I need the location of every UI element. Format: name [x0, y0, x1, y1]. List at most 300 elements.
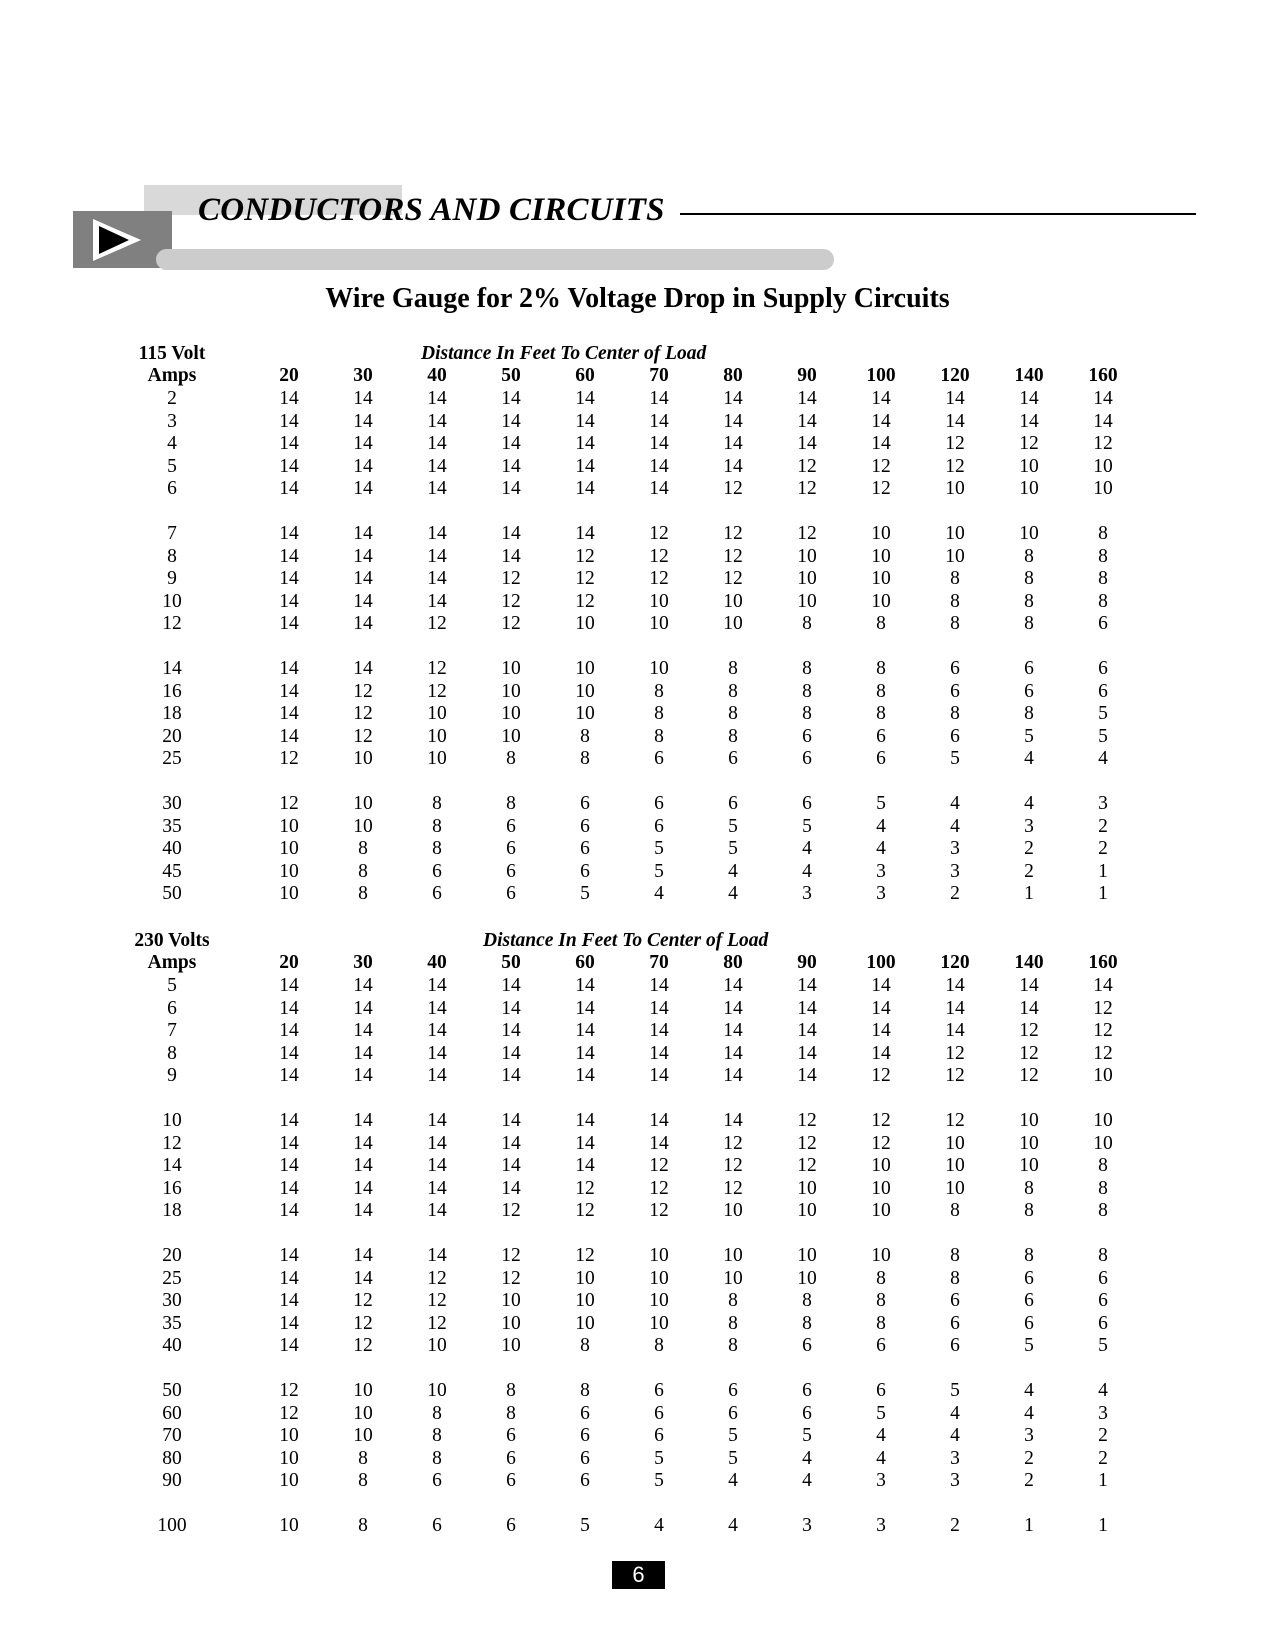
gauge-cell: 14 [427, 455, 447, 477]
gauge-cell: 5 [728, 1447, 738, 1469]
gauge-cell: 12 [575, 1177, 595, 1199]
gauge-cell: 10 [723, 1245, 743, 1266]
gauge-cell: 6 [802, 1380, 812, 1401]
table-row [0, 997, 1275, 1020]
gauge-cell: 6 [950, 1335, 960, 1357]
gauge-cell: 14 [427, 1177, 447, 1199]
gauge-cell: 6 [580, 1447, 590, 1469]
table-row [0, 455, 1275, 478]
gauge-cell: 14 [649, 410, 669, 432]
gauge-cell: 14 [575, 478, 595, 500]
amps-cell: 25 [162, 748, 182, 770]
gauge-cell: 3 [876, 1515, 886, 1536]
gauge-cell: 14 [279, 568, 299, 590]
gauge-cell: 14 [353, 478, 373, 500]
table-row [0, 974, 1275, 997]
gauge-cell: 14 [427, 410, 447, 432]
gauge-cell: 8 [876, 680, 886, 702]
gauge-cell: 12 [723, 478, 743, 500]
gauge-cell: 14 [501, 523, 521, 544]
gauge-cell: 10 [871, 1177, 891, 1199]
gauge-cell: 12 [353, 1312, 373, 1334]
gauge-cell: 12 [797, 1110, 817, 1131]
gauge-cell: 14 [797, 975, 817, 996]
gauge-cell: 10 [427, 1335, 447, 1357]
gauge-cell: 8 [728, 658, 738, 679]
amps-cell: 5 [167, 455, 177, 477]
header-bar [156, 249, 834, 270]
gauge-cell: 14 [575, 410, 595, 432]
gauge-cell: 14 [797, 1042, 817, 1064]
gauge-cell: 6 [580, 1470, 590, 1492]
table-row [0, 1469, 1275, 1492]
gauge-cell: 14 [871, 410, 891, 432]
gauge-cell: 14 [427, 997, 447, 1019]
gauge-cell: 6 [1024, 680, 1034, 702]
gauge-cell: 14 [353, 455, 373, 477]
gauge-cell: 14 [575, 455, 595, 477]
gauge-cell: 12 [279, 1402, 299, 1424]
gauge-cell: 8 [1098, 545, 1108, 567]
gauge-cell: 6 [950, 658, 960, 679]
table-row [0, 1199, 1275, 1222]
gauge-cell: 6 [506, 883, 516, 905]
table-row [0, 1019, 1275, 1042]
gauge-cell: 10 [945, 478, 965, 500]
gauge-cell: 14 [1093, 410, 1113, 432]
gauge-cell: 5 [876, 793, 886, 814]
gauge-cell: 1 [1024, 1515, 1034, 1536]
gauge-cell: 10 [353, 815, 373, 837]
amps-cell: 6 [167, 478, 177, 500]
gauge-cell: 8 [432, 838, 442, 860]
gauge-cell: 12 [1093, 997, 1113, 1019]
gauge-cell: 3 [1098, 793, 1108, 814]
gauge-cell: 3 [802, 883, 812, 905]
gauge-cell: 8 [506, 1402, 516, 1424]
gauge-cell: 5 [580, 1515, 590, 1536]
gauge-cell: 2 [950, 883, 960, 905]
gauge-cell: 12 [1093, 1042, 1113, 1064]
gauge-cell: 8 [580, 1335, 590, 1357]
gauge-cell: 14 [649, 388, 669, 409]
gauge-cell: 12 [427, 1290, 447, 1312]
gauge-cell: 14 [649, 455, 669, 477]
gauge-cell: 14 [279, 545, 299, 567]
gauge-cell: 2 [950, 1515, 960, 1536]
gauge-cell: 14 [353, 1177, 373, 1199]
gauge-cell: 6 [506, 860, 516, 882]
gauge-cell: 10 [723, 1200, 743, 1222]
gauge-cell: 12 [945, 433, 965, 455]
amps-cell: 18 [162, 1200, 182, 1222]
gauge-cell: 10 [649, 1267, 669, 1289]
gauge-cell: 8 [728, 703, 738, 725]
table-row [0, 567, 1275, 590]
gauge-cell: 4 [950, 1402, 960, 1424]
gauge-cell: 5 [950, 748, 960, 770]
amps-cell: 40 [162, 1335, 182, 1357]
gauge-cell: 12 [649, 1155, 669, 1177]
gauge-cell: 14 [279, 433, 299, 455]
gauge-cell: 4 [1024, 1380, 1034, 1401]
amps-cell: 6 [167, 997, 177, 1019]
distance-header: 60 [575, 365, 595, 386]
gauge-cell: 4 [728, 1515, 738, 1536]
gauge-cell: 12 [501, 613, 521, 635]
gauge-cell: 12 [427, 613, 447, 635]
gauge-cell: 14 [353, 1042, 373, 1064]
gauge-cell: 10 [501, 680, 521, 702]
gauge-cell: 4 [1024, 748, 1034, 770]
gauge-cell: 4 [876, 838, 886, 860]
table-row [0, 792, 1275, 815]
gauge-cell: 12 [649, 545, 669, 567]
gauge-cell: 14 [1093, 388, 1113, 409]
gauge-cell: 6 [1098, 1290, 1108, 1312]
gauge-cell: 12 [945, 1110, 965, 1131]
gauge-cell: 12 [723, 545, 743, 567]
gauge-cell: 8 [432, 1402, 442, 1424]
gauge-cell: 14 [945, 410, 965, 432]
gauge-cell: 10 [871, 523, 891, 544]
gauge-cell: 14 [501, 1155, 521, 1177]
voltage-label: 230 Volts [134, 930, 210, 951]
gauge-cell: 6 [654, 1425, 664, 1447]
header-rule [680, 213, 1196, 215]
gauge-cell: 8 [358, 883, 368, 905]
table-row [0, 725, 1275, 748]
amps-header: Amps [147, 952, 197, 973]
gauge-cell: 8 [950, 703, 960, 725]
table-caption-row [0, 342, 1275, 365]
gauge-cell: 14 [649, 1042, 669, 1064]
gauge-cell: 10 [797, 568, 817, 590]
distance-header: 120 [940, 365, 970, 386]
gauge-cell: 6 [1024, 1267, 1034, 1289]
gauge-cell: 5 [654, 1447, 664, 1469]
gauge-cell: 10 [353, 1380, 373, 1401]
gauge-cell: 6 [1098, 680, 1108, 702]
gauge-cell: 14 [501, 1042, 521, 1064]
gauge-cell: 14 [797, 433, 817, 455]
gauge-cell: 14 [871, 433, 891, 455]
gauge-cell: 14 [575, 433, 595, 455]
distance-header: 50 [501, 365, 521, 386]
gauge-cell: 10 [575, 1312, 595, 1334]
gauge-cell: 14 [279, 703, 299, 725]
amps-cell: 2 [167, 388, 177, 409]
gauge-cell: 12 [1019, 1042, 1039, 1064]
section-title: CONDUCTORS AND CIRCUITS [198, 192, 665, 228]
gauge-cell: 10 [1093, 1065, 1113, 1087]
gauge-cell: 14 [353, 568, 373, 590]
gauge-cell: 8 [1098, 568, 1108, 590]
gauge-cell: 12 [501, 568, 521, 590]
gauge-cell: 8 [950, 590, 960, 612]
gauge-cell: 2 [1024, 860, 1034, 882]
gauge-cell: 5 [580, 883, 590, 905]
gauge-cell: 14 [649, 1132, 669, 1154]
gauge-cell: 6 [1024, 658, 1034, 679]
gauge-cell: 10 [723, 613, 743, 635]
gauge-cell: 3 [802, 1515, 812, 1536]
gauge-cell: 6 [1024, 1290, 1034, 1312]
gauge-cell: 10 [1019, 523, 1039, 544]
gauge-cell: 14 [649, 478, 669, 500]
gauge-cell: 14 [279, 523, 299, 544]
gauge-cell: 14 [427, 975, 447, 996]
gauge-cell: 4 [802, 1470, 812, 1492]
gauge-cell: 14 [279, 1312, 299, 1334]
gauge-cell: 10 [1019, 1155, 1039, 1177]
gauge-cell: 10 [945, 523, 965, 544]
gauge-cell: 12 [723, 523, 743, 544]
gauge-cell: 12 [279, 1380, 299, 1401]
distance-header: 80 [723, 952, 743, 973]
distance-header: 100 [866, 952, 896, 973]
gauge-cell: 14 [723, 388, 743, 409]
gauge-cell: 12 [427, 1267, 447, 1289]
gauge-cell: 6 [1024, 1312, 1034, 1334]
gauge-cell: 10 [1093, 1110, 1113, 1131]
gauge-cell: 10 [649, 613, 669, 635]
gauge-cell: 14 [427, 1110, 447, 1131]
gauge-cell: 10 [575, 1267, 595, 1289]
gauge-cell: 14 [723, 997, 743, 1019]
gauge-cell: 6 [1098, 658, 1108, 679]
amps-cell: 5 [167, 975, 177, 996]
gauge-cell: 6 [728, 748, 738, 770]
distance-caption: Distance In Feet To Center of Load [483, 930, 769, 951]
gauge-cell: 14 [797, 410, 817, 432]
gauge-cell: 10 [945, 1132, 965, 1154]
table-row [0, 1312, 1275, 1335]
gauge-cell: 8 [654, 1335, 664, 1357]
gauge-cell: 12 [945, 1042, 965, 1064]
distance-header: 30 [353, 365, 373, 386]
gauge-cell: 14 [279, 1200, 299, 1222]
gauge-cell: 14 [353, 545, 373, 567]
gauge-cell: 10 [279, 1447, 299, 1469]
gauge-cell: 10 [279, 883, 299, 905]
gauge-cell: 6 [728, 793, 738, 814]
gauge-cell: 14 [427, 590, 447, 612]
distance-header: 70 [649, 365, 669, 386]
gauge-cell: 14 [575, 1155, 595, 1177]
gauge-cell: 14 [501, 1065, 521, 1087]
gauge-cell: 14 [279, 1065, 299, 1087]
gauge-cell: 12 [723, 1155, 743, 1177]
distance-header: 50 [501, 952, 521, 973]
gauge-cell: 14 [575, 975, 595, 996]
gauge-cell: 14 [279, 725, 299, 747]
distance-header: 60 [575, 952, 595, 973]
gauge-cell: 14 [575, 1065, 595, 1087]
gauge-cell: 12 [871, 455, 891, 477]
gauge-cell: 12 [353, 680, 373, 702]
gauge-cell: 14 [649, 1110, 669, 1131]
table-row [0, 1154, 1275, 1177]
gauge-cell: 8 [358, 1515, 368, 1536]
gauge-cell: 10 [945, 545, 965, 567]
gauge-cell: 3 [950, 1447, 960, 1469]
gauge-cell: 12 [871, 1110, 891, 1131]
gauge-cell: 10 [871, 1245, 891, 1266]
gauge-cell: 14 [279, 1132, 299, 1154]
distance-header: 80 [723, 365, 743, 386]
amps-cell: 18 [162, 703, 182, 725]
gauge-cell: 14 [279, 1155, 299, 1177]
gauge-cell: 1 [1098, 860, 1108, 882]
gauge-cell: 10 [797, 1267, 817, 1289]
distance-header: 90 [797, 365, 817, 386]
gauge-cell: 8 [802, 680, 812, 702]
gauge-cell: 10 [649, 1312, 669, 1334]
table-row [0, 1447, 1275, 1470]
gauge-cell: 8 [950, 613, 960, 635]
table-row [0, 747, 1275, 770]
gauge-cell: 6 [432, 1470, 442, 1492]
gauge-cell: 14 [279, 613, 299, 635]
table-row [0, 1244, 1275, 1267]
gauge-cell: 14 [501, 1177, 521, 1199]
gauge-cell: 14 [279, 975, 299, 996]
gauge-cell: 14 [501, 997, 521, 1019]
gauge-cell: 4 [802, 1447, 812, 1469]
table-row [0, 1267, 1275, 1290]
gauge-cell: 5 [1098, 725, 1108, 747]
gauge-cell: 2 [1098, 838, 1108, 860]
gauge-cell: 12 [427, 1312, 447, 1334]
gauge-cell: 10 [723, 590, 743, 612]
gauge-cell: 14 [353, 388, 373, 409]
amps-cell: 50 [162, 1380, 182, 1401]
gauge-cell: 12 [575, 545, 595, 567]
gauge-cell: 14 [871, 975, 891, 996]
gauge-cell: 8 [1024, 590, 1034, 612]
gauge-cell: 12 [797, 523, 817, 544]
gauge-cell: 12 [649, 1177, 669, 1199]
gauge-cell: 8 [876, 1312, 886, 1334]
gauge-cell: 10 [427, 725, 447, 747]
gauge-cell: 14 [279, 1020, 299, 1042]
distance-header: 90 [797, 952, 817, 973]
table-row [0, 1177, 1275, 1200]
table-row [0, 815, 1275, 838]
gauge-cell: 4 [876, 1447, 886, 1469]
gauge-cell: 3 [1024, 1425, 1034, 1447]
table-row [0, 1402, 1275, 1425]
gauge-cell: 14 [1019, 388, 1039, 409]
gauge-cell: 8 [1024, 1200, 1034, 1222]
gauge-cell: 10 [797, 1245, 817, 1266]
gauge-cell: 10 [723, 1267, 743, 1289]
gauge-cell: 14 [1019, 410, 1039, 432]
gauge-cell: 14 [427, 478, 447, 500]
gauge-cell: 6 [802, 748, 812, 770]
gauge-cell: 10 [501, 1290, 521, 1312]
gauge-cell: 14 [279, 478, 299, 500]
gauge-cell: 10 [649, 658, 669, 679]
gauge-cell: 6 [580, 1402, 590, 1424]
gauge-cell: 6 [654, 1380, 664, 1401]
table-row [0, 1109, 1275, 1132]
gauge-cell: 12 [1019, 1065, 1039, 1087]
gauge-cell: 8 [580, 725, 590, 747]
gauge-cell: 14 [649, 1065, 669, 1087]
gauge-cell: 6 [432, 883, 442, 905]
gauge-cell: 4 [654, 1515, 664, 1536]
amps-cell: 80 [162, 1447, 182, 1469]
table-row [0, 680, 1275, 703]
gauge-cell: 6 [1098, 1267, 1108, 1289]
gauge-cell: 4 [802, 838, 812, 860]
gauge-cell: 12 [723, 1177, 743, 1199]
gauge-cell: 10 [797, 590, 817, 612]
gauge-cell: 10 [945, 1155, 965, 1177]
gauge-cell: 10 [501, 1312, 521, 1334]
gauge-cell: 5 [802, 815, 812, 837]
amps-cell: 20 [162, 725, 182, 747]
gauge-cell: 14 [279, 1177, 299, 1199]
gauge-cell: 10 [353, 1425, 373, 1447]
gauge-cell: 12 [1093, 1020, 1113, 1042]
distance-header: 100 [866, 365, 896, 386]
gauge-cell: 10 [575, 703, 595, 725]
gauge-cell: 14 [1093, 975, 1113, 996]
amps-cell: 100 [157, 1515, 187, 1536]
gauge-cell: 14 [501, 455, 521, 477]
gauge-cell: 8 [506, 793, 516, 814]
gauge-cell: 6 [654, 793, 664, 814]
gauge-cell: 10 [797, 1200, 817, 1222]
gauge-cell: 6 [728, 1380, 738, 1401]
gauge-cell: 8 [950, 568, 960, 590]
gauge-cell: 14 [501, 1132, 521, 1154]
amps-cell: 70 [162, 1425, 182, 1447]
gauge-cell: 5 [728, 1425, 738, 1447]
gauge-cell: 14 [279, 590, 299, 612]
gauge-cell: 14 [871, 1020, 891, 1042]
gauge-cell: 14 [353, 1110, 373, 1131]
gauge-cell: 6 [506, 1470, 516, 1492]
gauge-cell: 5 [1024, 1335, 1034, 1357]
gauge-cell: 14 [501, 545, 521, 567]
gauge-cell: 3 [1024, 815, 1034, 837]
gauge-cell: 5 [1024, 725, 1034, 747]
gauge-cell: 10 [501, 658, 521, 679]
gauge-cell: 8 [728, 1290, 738, 1312]
amps-cell: 16 [162, 1177, 182, 1199]
gauge-cell: 14 [353, 1200, 373, 1222]
gauge-cell: 10 [871, 1200, 891, 1222]
gauge-cell: 1 [1098, 1470, 1108, 1492]
gauge-cell: 12 [1019, 433, 1039, 455]
gauge-cell: 14 [945, 1020, 965, 1042]
gauge-cell: 8 [654, 703, 664, 725]
gauge-cell: 6 [802, 1335, 812, 1357]
gauge-cell: 12 [797, 455, 817, 477]
gauge-cell: 10 [945, 1177, 965, 1199]
gauge-cell: 8 [506, 748, 516, 770]
gauge-cell: 14 [575, 388, 595, 409]
amps-cell: 35 [162, 815, 182, 837]
gauge-cell: 8 [802, 703, 812, 725]
amps-cell: 45 [162, 860, 182, 882]
gauge-cell: 4 [950, 815, 960, 837]
gauge-cell: 1 [1024, 883, 1034, 905]
